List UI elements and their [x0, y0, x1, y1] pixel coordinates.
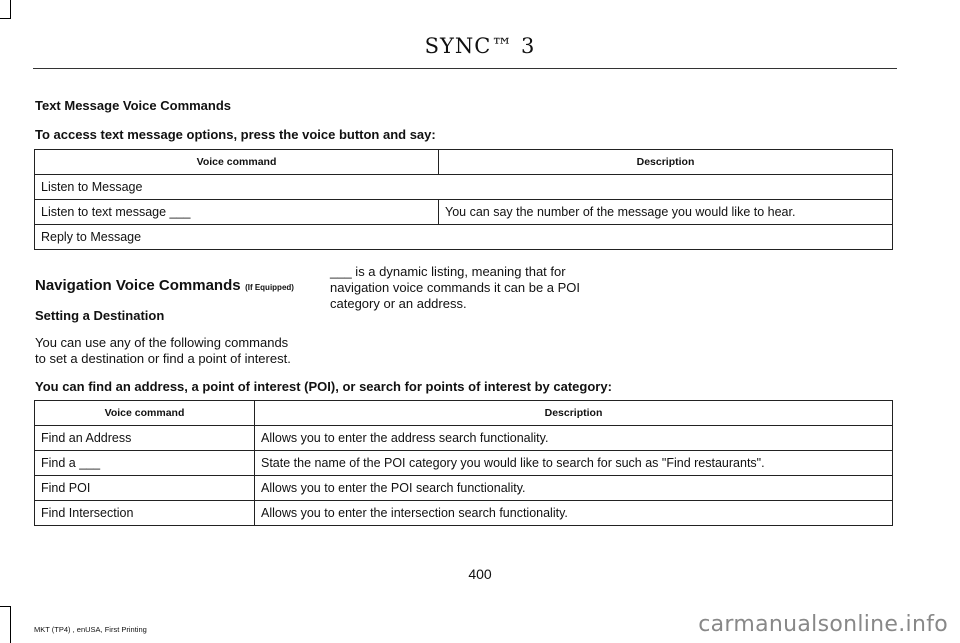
description-cell: Allows you to enter the address search functionality. — [255, 426, 893, 451]
nav-note-line: navigation voice commands it can be a POI — [330, 280, 581, 295]
text-commands-table — [34, 149, 893, 250]
table-row — [35, 501, 893, 526]
crop-mark — [10, 606, 11, 643]
description-cell: You can say the number of the message you would like to hear. — [439, 200, 893, 225]
nav-intro: You can find an address, a point of interest (POI), or search for points of interest by category: — [35, 379, 612, 394]
nav-body-line: to set a destination or find a point of interest. — [35, 351, 291, 366]
nav-section-heading: Navigation Voice Commands — [35, 277, 241, 294]
command-cell: Listen to text message ___ — [35, 200, 439, 225]
crop-mark — [0, 18, 11, 19]
command-cell: Find a ___ — [35, 451, 255, 476]
command-cell: Reply to Message — [35, 225, 893, 250]
command-cell: Listen to Message — [35, 175, 893, 200]
command-cell: Find an Address — [35, 426, 255, 451]
description-cell: State the name of the POI category you would like to search for such as "Find restaurants". — [255, 451, 893, 476]
nav-note-line: category or an address. — [330, 296, 467, 311]
command-cell: Find Intersection — [35, 501, 255, 526]
watermark: carmanualsonline.info — [698, 612, 948, 637]
page-number: 400 — [468, 566, 492, 582]
nav-subheading: Setting a Destination — [35, 308, 165, 323]
nav-body-line: You can use any of the following commands — [35, 335, 289, 350]
nav-section-heading-note: (If Equipped) — [245, 283, 294, 292]
column-header: Description — [439, 150, 893, 175]
description-cell: Allows you to enter the POI search functionality. — [255, 476, 893, 501]
table-header-row — [35, 401, 893, 426]
text-section-heading: Text Message Voice Commands — [35, 98, 232, 113]
nav-commands-table — [34, 400, 893, 526]
description-cell: Allows you to enter the intersection search functionality. — [255, 501, 893, 526]
text-section-intro: To access text message options, press the voice button and say: — [35, 127, 436, 142]
page-title: SYNC™ 3 — [424, 34, 536, 58]
table-row — [35, 426, 893, 451]
crop-mark — [0, 606, 11, 607]
crop-mark — [10, 0, 11, 19]
table-row — [35, 451, 893, 476]
nav-section-heading-wrap — [35, 277, 294, 295]
column-header: Description — [255, 401, 893, 426]
column-header: Voice command — [35, 150, 439, 175]
edition-note: MKT (TP4) , enUSA, First Printing — [34, 625, 147, 634]
column-header: Voice command — [35, 401, 255, 426]
table-row — [35, 200, 893, 225]
table-row — [35, 476, 893, 501]
table-row — [35, 225, 893, 250]
command-cell: Find POI — [35, 476, 255, 501]
nav-note-line: ___ is a dynamic listing, meaning that for — [330, 264, 566, 279]
table-row — [35, 175, 893, 200]
header-divider — [33, 68, 897, 69]
table-header-row — [35, 150, 893, 175]
